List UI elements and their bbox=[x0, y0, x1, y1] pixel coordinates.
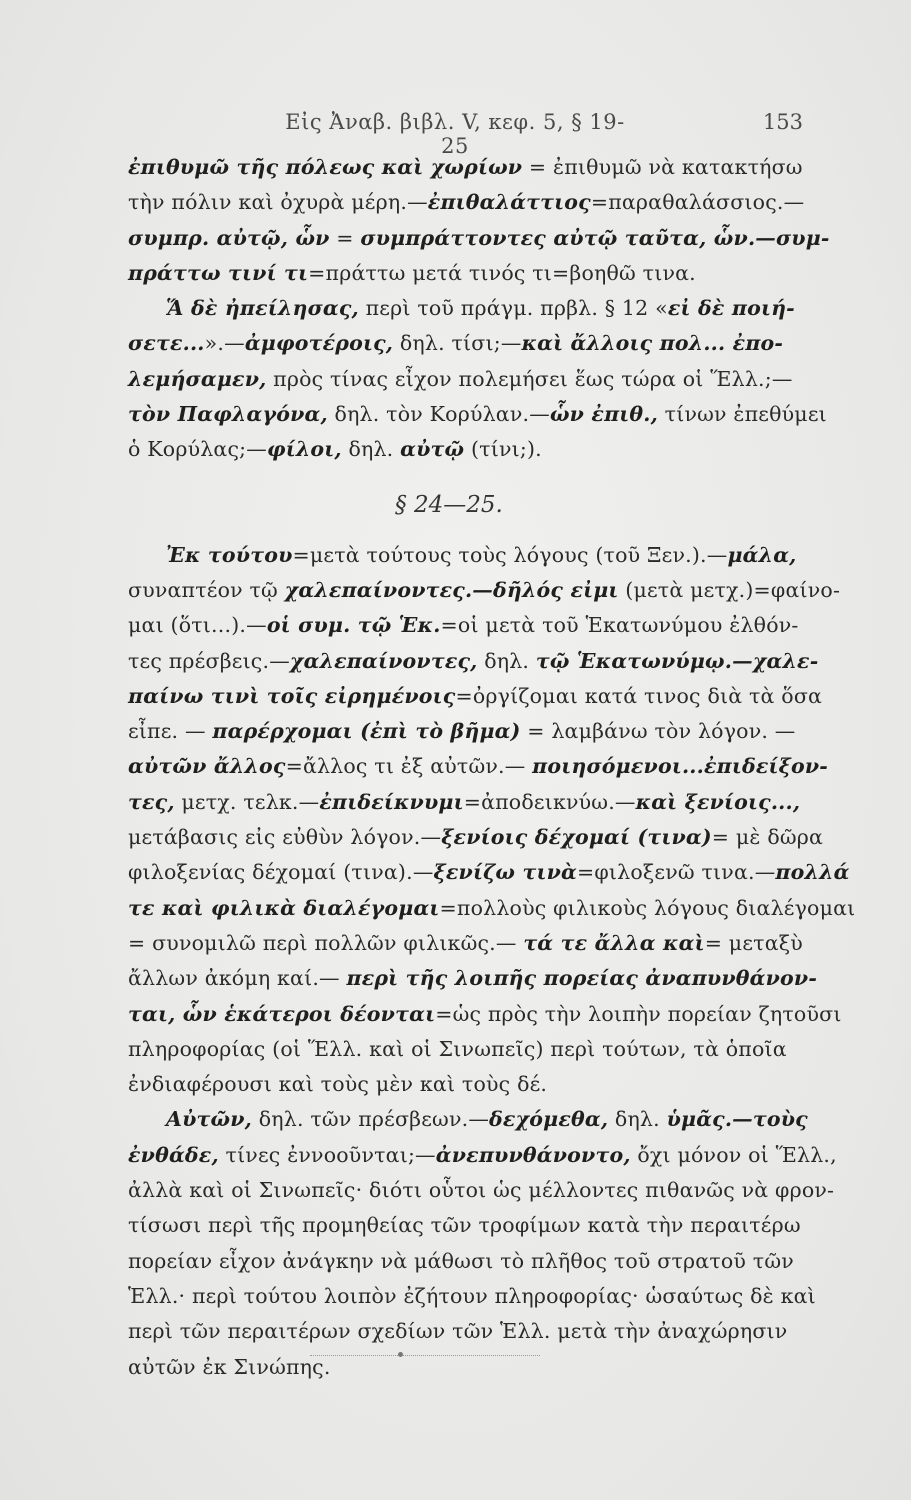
text-line bbox=[128, 820, 824, 855]
gloss: = συνομιλῶ περὶ πολλῶν φιλικῶς.— bbox=[128, 930, 524, 955]
gloss: ἄλλων ἀκόμη καί.— bbox=[128, 966, 347, 991]
lemma: φίλοι, bbox=[266, 437, 342, 462]
gloss: αὐτῶν ἐκ Σινώπης. bbox=[128, 1354, 331, 1379]
gloss: ὁ Κορύλας;— bbox=[128, 437, 267, 462]
lemma: τά τε ἄλλα καὶ bbox=[523, 930, 705, 955]
lemma: ἀμφοτέροις, bbox=[244, 331, 394, 356]
text-line bbox=[128, 1032, 787, 1067]
lemma: καὶ ἄλλοις πολ... ἐπο- bbox=[521, 331, 784, 356]
lemma: πολλά bbox=[775, 860, 850, 885]
text-line bbox=[128, 1102, 808, 1137]
text-line bbox=[128, 679, 823, 714]
lemma: σετε... bbox=[128, 331, 205, 356]
gloss: =φιλοξενῶ τινα.— bbox=[577, 860, 776, 885]
gloss: εἶπε. — bbox=[128, 719, 213, 744]
gloss: δηλ. τὸν Κορύλαν.— bbox=[327, 402, 550, 427]
gloss: =ὀργίζομαι κατά τινος διὰ τὰ ὅσα bbox=[455, 683, 823, 708]
text-line bbox=[128, 150, 803, 185]
running-head bbox=[0, 110, 911, 158]
gloss: =οἱ μετὰ τοῦ Ἑκατωνύμου ἐλθόν- bbox=[440, 613, 799, 638]
lemma: πράττω τινί τι bbox=[128, 260, 309, 285]
gloss: = bbox=[329, 225, 361, 250]
gloss: μετάβασις εἰς εὐθὺν λόγον.— bbox=[128, 825, 442, 850]
lemma: παρέρχομαι (ἐπὶ τὸ βῆμα) bbox=[212, 719, 521, 744]
gloss: ».— bbox=[204, 331, 245, 356]
lemma: Ἐκ τούτου bbox=[166, 542, 293, 567]
lemma: καὶ ξενίοις..., bbox=[635, 789, 801, 814]
section-heading: § 24—25. bbox=[395, 491, 503, 518]
lemma: χαλεπαίνοντες, bbox=[289, 648, 478, 673]
text-line bbox=[128, 855, 850, 890]
lemma: ὧν ἐπιθ., bbox=[549, 402, 658, 427]
lemma: ἐπιδείκνυμι bbox=[319, 789, 464, 814]
gloss: ἀλλὰ καὶ οἱ Σινωπεῖς· διότι οὗτοι ὡς μέλλοντες πιθανῶς νὰ φρον- bbox=[128, 1178, 835, 1203]
text-line bbox=[128, 749, 828, 784]
lemma: αὐτῶν ἄλλος bbox=[128, 754, 286, 779]
lemma: τε καὶ φιλικὰ διαλέγομαι bbox=[128, 895, 440, 920]
gloss: = μὲ δῶρα bbox=[711, 825, 824, 850]
gloss: ὄχι μόνον οἱ Ἕλλ., bbox=[630, 1142, 837, 1167]
commentary-text bbox=[128, 150, 856, 1385]
end-rule-ornament bbox=[398, 1352, 403, 1357]
text-line bbox=[128, 1314, 788, 1349]
gloss: τες πρέσβεις.— bbox=[128, 648, 290, 673]
gloss: δηλ. bbox=[477, 648, 536, 673]
lemma: συμπρ. αὐτῷ, ὧν bbox=[128, 225, 330, 250]
gloss: δηλ. τίσι;— bbox=[393, 331, 522, 356]
text-line bbox=[128, 926, 803, 961]
text-line bbox=[128, 1208, 801, 1243]
text-line bbox=[128, 326, 784, 361]
text-line bbox=[128, 714, 796, 749]
text-line bbox=[128, 785, 801, 820]
text-line bbox=[128, 1138, 837, 1173]
lemma: Αὐτῶν, bbox=[166, 1107, 253, 1132]
lemma: Ἅ δὲ ἠπείλησας, bbox=[166, 296, 359, 321]
lemma: δεχόμεθα, bbox=[489, 1107, 609, 1132]
text-line bbox=[128, 291, 795, 326]
gloss: (τίνι;). bbox=[464, 437, 542, 462]
gloss: περὶ τοῦ πράγμ. πρβλ. § 12 « bbox=[358, 296, 668, 321]
gloss: δηλ. bbox=[608, 1107, 667, 1132]
lemma: παίνω τινὶ τοῖς εἰρημένοις bbox=[128, 683, 456, 708]
gloss: = ἐπιθυμῶ νὰ κατακτήσω bbox=[522, 155, 803, 179]
text-line bbox=[128, 256, 760, 291]
lemma: περὶ τῆς λοιπῆς πορείας ἀναπυνθάνον- bbox=[346, 966, 818, 991]
gloss: πρὸς τίνας εἶχον πολεμήσει ἕως τώρα οἱ Ἕλλ.;— bbox=[266, 366, 793, 391]
gloss: μαι (ὅτι...).— bbox=[128, 613, 267, 638]
gloss: = μεταξὺ bbox=[704, 930, 803, 955]
gloss: = λαμβάνω τὸν λόγον. — bbox=[520, 719, 796, 744]
gloss: πληροφορίας (οἱ Ἕλλ. καὶ οἱ Σινωπεῖς) περὶ τούτων, τὰ ὁποῖα bbox=[128, 1036, 787, 1061]
gloss: περὶ τῶν περαιτέρων σχεδίων τῶν Ἑλλ. μετὰ τὴν ἀναχώρησιν bbox=[128, 1319, 788, 1344]
gloss: τίνων ἐπεθύμει bbox=[657, 402, 827, 427]
gloss: μετχ. τελκ.— bbox=[174, 789, 320, 814]
gloss: (μετὰ μετχ.)=φαίνο- bbox=[618, 577, 841, 602]
lemma: ὑμᾶς.—τοὺς bbox=[666, 1107, 808, 1132]
gloss: =ἄλλος τι ἐξ αὐτῶν.— bbox=[285, 754, 533, 779]
lemma: λεμήσαμεν, bbox=[128, 366, 267, 391]
text-line bbox=[128, 221, 830, 256]
gloss: Ἑλλ.· περὶ τούτου λοιπὸν ἐζήτουν πληροφορίας· ὡσαύτως δὲ καὶ bbox=[128, 1283, 816, 1308]
lemma: συμπράττοντες αὐτῷ ταῦτα, ὧν.—συμ- bbox=[360, 225, 830, 250]
lemma: αὐτῷ bbox=[400, 437, 465, 462]
end-rule bbox=[310, 1355, 540, 1356]
lemma: χαλεπαίνοντες.—δῆλός εἰμι bbox=[284, 577, 619, 602]
text-line bbox=[128, 1067, 760, 1102]
text-line bbox=[128, 997, 842, 1032]
gloss: τίνες ἐννοοῦνται;— bbox=[218, 1142, 436, 1167]
text-line bbox=[128, 1279, 816, 1314]
gloss: δηλ. τῶν πρέσβεων.— bbox=[252, 1107, 490, 1132]
text-line bbox=[128, 538, 797, 573]
text-line bbox=[128, 608, 799, 643]
gloss: =μετὰ τούτους τοὺς λόγους (τοῦ Ξεν.).— bbox=[292, 542, 728, 567]
text-line bbox=[128, 644, 819, 679]
gloss: =πράττω μετά τινός τι=βοηθῶ τινα. bbox=[308, 260, 696, 285]
page-number: 153 bbox=[762, 110, 803, 134]
text-line bbox=[128, 362, 793, 397]
lemma: εἰ δὲ ποιή- bbox=[667, 296, 795, 321]
lemma: τῷ Ἑκατωνύμῳ.—χαλε- bbox=[535, 648, 819, 673]
lemma: ἐπιθυμῶ τῆς πόλεως καὶ χωρίων bbox=[128, 155, 523, 179]
lemma: ἀνεπυνθάνοντο, bbox=[435, 1142, 631, 1167]
gloss: φιλοξενίας δέχομαί (τινα).— bbox=[128, 860, 434, 885]
gloss: =ἀποδεικνύω.— bbox=[463, 789, 636, 814]
text-line bbox=[128, 1173, 835, 1208]
text-line bbox=[128, 185, 805, 220]
gloss: συναπτέον τῷ bbox=[128, 577, 285, 602]
gloss: πορείαν εἶχον ἀνάγκην νὰ μάθωσι τὸ πλῆθος τοῦ στρατοῦ τῶν bbox=[128, 1248, 794, 1273]
text-line bbox=[128, 573, 841, 608]
text-line bbox=[128, 961, 818, 996]
text-line bbox=[128, 891, 856, 926]
gloss: =παραθαλάσσιος.— bbox=[590, 190, 805, 215]
gloss: τὴν πόλιν καὶ ὀχυρὰ μέρη.— bbox=[128, 190, 428, 215]
lemma: ἐνθάδε, bbox=[128, 1142, 219, 1167]
lemma: μάλα, bbox=[727, 542, 797, 567]
text-line bbox=[128, 397, 827, 432]
gloss: ἐνδιαφέρουσι καὶ τοὺς μὲν καὶ τοὺς δέ. bbox=[128, 1072, 548, 1097]
gloss: =ὡς πρὸς τὴν λοιπὴν πορείαν ζητοῦσι bbox=[435, 1001, 842, 1026]
lemma: τες, bbox=[128, 789, 175, 814]
gloss: δηλ. bbox=[341, 437, 401, 462]
lemma: ξενίοις δέχομαί (τινα) bbox=[441, 825, 712, 850]
lemma: τὸν Παφλαγόνα, bbox=[128, 402, 328, 427]
lemma: ται, ὧν ἑκάτεροι δέονται bbox=[128, 1001, 436, 1026]
text-line bbox=[128, 1244, 794, 1279]
lemma: οἱ συμ. τῷ Ἑκ. bbox=[266, 613, 441, 638]
gloss: =πολλοὺς φιλικοὺς λόγους διαλέγομαι bbox=[439, 895, 856, 920]
lemma: ἐπιθαλάττιος bbox=[427, 190, 591, 215]
text-line bbox=[128, 432, 760, 467]
lemma: ποιησόμενοι...ἐπιδείξον- bbox=[532, 754, 828, 779]
running-head-title: Εἰς Ἀναβ. βιβλ. V, κεφ. 5, § 19-25 bbox=[285, 110, 625, 158]
lemma: ξενίζω τινὰ bbox=[433, 860, 577, 885]
gloss: τίσωσι περὶ τῆς προμηθείας τῶν τροφίμων κατὰ τὴν περαιτέρω bbox=[128, 1213, 801, 1238]
